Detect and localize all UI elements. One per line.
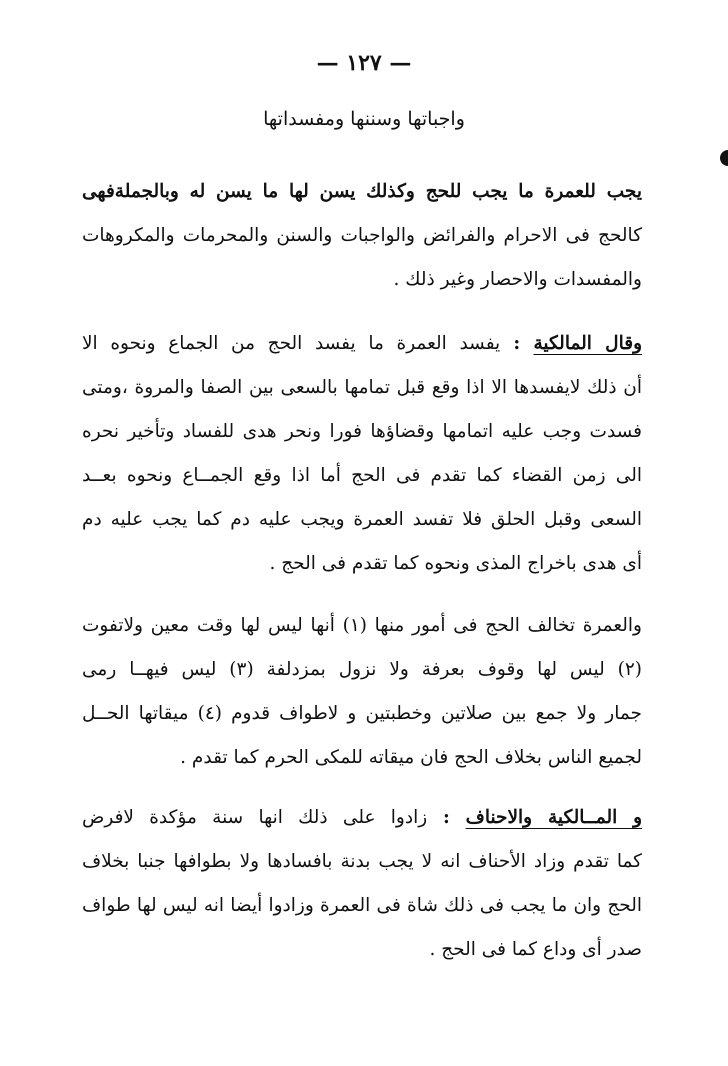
text-line: لجميع الناس بخلاف الحج فان ميقاته للمكى الحرم كما تقدم . [180,747,642,768]
paragraph-maliki-view [82,322,642,586]
text-line: فسدت وجب عليه اتمامها وقضاؤها فورا ونحر هدى للفساد وتأخير نحره [82,421,642,442]
text-line: يجب للعمرة ما يجب للحج وكذلك يسن لها ما يسن له وبالجملةفهى [82,181,642,202]
text-line: صدر أى وداع كما فى الحج . [429,939,642,960]
text-line: كما تقدم وزاد الأحناف انه لا يجب بدنة بافسادها ولا بطوافها جنبا بخلاف [82,851,642,872]
text-line: أن ذلك لايفسدها الا اذا وقع قبل تمامها بالسعى بين الصفا والمروة ،ومتى [82,377,642,398]
paragraph-umrah-obligations [82,170,642,302]
page-edge-ink-mark [720,150,728,166]
text-line-content: يفسد العمرة ما يفسد الحج من الجماع ونحوه الا [82,333,501,354]
text-line: كالحج فى الاحرام والفرائض والواجبات والسنن والمحرمات والمكروهات [82,225,642,246]
maliki-hanafi-lead-label: و المــالكية والاحناف [465,807,643,828]
paragraph-umrah-differences [82,604,642,780]
text-line-content: زادوا على ذلك انها سنة مؤكدة لافرض [82,807,428,828]
lead-colon: : [500,333,534,354]
page-number: — ١٢٧ — [316,50,412,76]
text-line: الى زمن القضاء كما تقدم فى الحج أما اذا وقع الجمــاع ونحوه بعــد [82,465,642,486]
text-line [82,796,642,840]
lead-colon: : [427,807,466,828]
maliki-lead-label: وقال المالكية [533,333,642,354]
paragraph-maliki-hanafi-view [82,796,642,972]
text-line: الحج وان ما يجب فى ذلك شاة فى العمرة وزادوا أيضا انه ليس لها طواف [82,895,642,916]
text-line: (٢) ليس لها وقوف بعرفة ولا نزول بمزدلفة (٣) ليس فيهــا رمى [82,659,643,680]
text-line: والعمرة تخالف الحج فى أمور منها (١) أنها ليس لها وقت معين ولاتفوت [82,615,642,636]
text-line: أى هدى باخراج المذى ونحوه كما تقدم فى الحج . [269,553,642,574]
text-line: السعى وقبل الحلق فلا تفسد العمرة ويجب عليه دم كما يجب عليه دم [82,509,642,530]
text-line [82,322,642,366]
text-line: جمار ولا جمع بين صلاتين وخطبتين و لاطواف قدوم (٤) ميقاتها الحــل [82,703,642,724]
section-heading: واجباتها وسننها ومفسداتها [263,108,465,130]
text-line: والمفسدات والاحصار وغير ذلك . [393,269,642,290]
